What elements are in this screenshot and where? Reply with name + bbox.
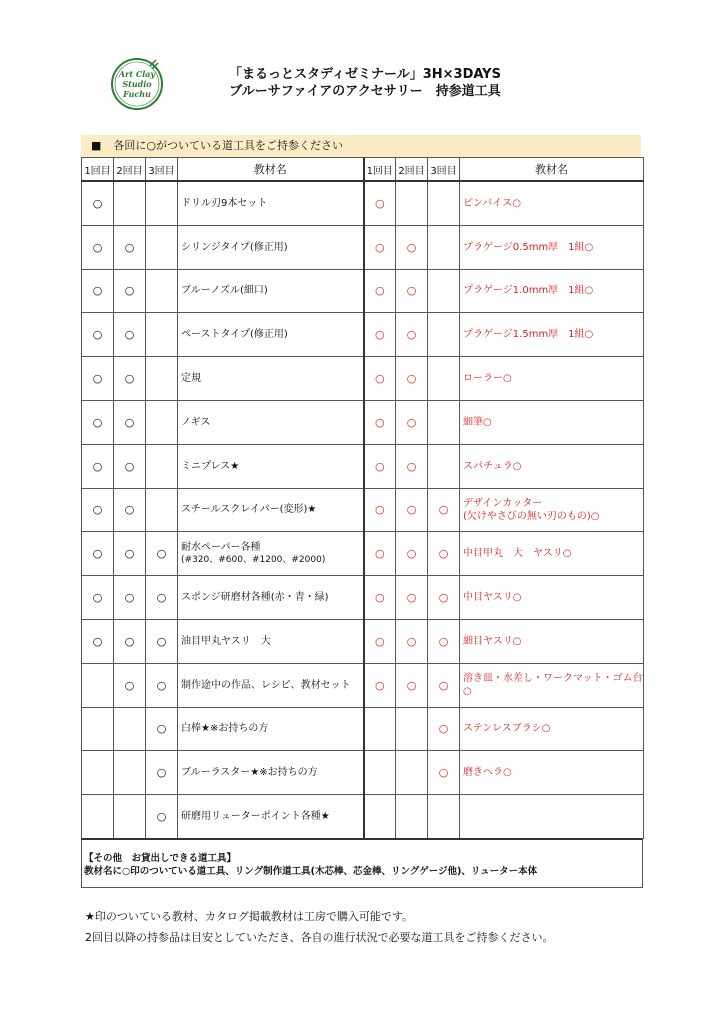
table-row	[82, 751, 644, 795]
table-row	[82, 795, 644, 839]
left-session-3-mark	[146, 400, 178, 444]
right-session-3-mark	[428, 269, 460, 313]
left-material-name	[178, 357, 364, 401]
left-session-1-mark: ○	[82, 444, 114, 488]
left-session-3-mark	[146, 225, 178, 269]
loan-tools-heading: 【その他 お貸出しできる道工具】	[84, 853, 237, 864]
logo-line2: Studio	[122, 79, 152, 89]
footer-notes	[85, 906, 554, 948]
right-material-name: プラゲージ1.0mm厚 1組○	[460, 269, 644, 313]
left-material-label: ドリル刃9本セット	[181, 197, 268, 209]
right-session-1-mark: ○	[364, 532, 396, 576]
right-session-2-mark: ○	[396, 313, 428, 357]
right-session-1-mark: ○	[364, 181, 396, 225]
right-session-2-mark	[396, 707, 428, 751]
right-session-3-mark: ○	[428, 619, 460, 663]
left-material-name	[178, 576, 364, 620]
studio-logo	[110, 57, 164, 111]
left-session-2-mark: ○	[114, 357, 146, 401]
left-session-2-mark: ○	[114, 313, 146, 357]
left-material-name	[178, 400, 364, 444]
left-session-3-mark: ○	[146, 576, 178, 620]
right-session-1-mark: ○	[364, 488, 396, 532]
left-material-label: ミニプレス★	[181, 460, 240, 472]
right-material-name: 中目甲丸 大 ヤスリ○	[460, 532, 644, 576]
left-material-name	[178, 751, 364, 795]
right-material-name: スパチュラ○	[460, 444, 644, 488]
right-session-3-mark: ○	[428, 488, 460, 532]
left-session-3-mark: ○	[146, 663, 178, 707]
left-session-2-mark: ○	[114, 619, 146, 663]
left-material-name	[178, 269, 364, 313]
left-material-name	[178, 488, 364, 532]
right-session-1-mark: ○	[364, 269, 396, 313]
left-session-1-mark	[82, 795, 114, 839]
left-session-1-mark	[82, 751, 114, 795]
left-session-1-mark	[82, 663, 114, 707]
header-session-1: 1回目	[364, 158, 396, 182]
table-row	[82, 707, 644, 751]
loan-tools-text: 教材名に○印のついている道工具、リング制作道工具(木芯棒、芯金棒、リングゲージ他)、リューター本体	[84, 866, 538, 877]
right-session-2-mark	[396, 751, 428, 795]
table-row	[82, 357, 644, 401]
left-material-label: スポンジ研磨材各種(赤・青・緑)	[181, 592, 329, 604]
right-session-2-mark: ○	[396, 619, 428, 663]
left-session-1-mark: ○	[82, 488, 114, 532]
right-session-1-mark: ○	[364, 576, 396, 620]
right-session-2-mark: ○	[396, 488, 428, 532]
right-session-1-mark	[364, 795, 396, 839]
left-material-label: ペーストタイプ(修正用)	[181, 329, 288, 341]
left-session-2-mark	[114, 795, 146, 839]
header-session-2: 2回目	[114, 158, 146, 182]
table-row	[82, 269, 644, 313]
left-session-1-mark: ○	[82, 532, 114, 576]
left-material-name	[178, 444, 364, 488]
right-material-name: 中目ヤスリ○	[460, 576, 644, 620]
left-session-1-mark: ○	[82, 400, 114, 444]
header-material-name: 教材名	[178, 158, 364, 182]
right-session-2-mark: ○	[396, 444, 428, 488]
right-session-2-mark: ○	[396, 400, 428, 444]
left-material-name	[178, 663, 364, 707]
right-session-3-mark: ○	[428, 707, 460, 751]
table-row	[82, 576, 644, 620]
left-session-2-mark: ○	[114, 488, 146, 532]
table-header-row	[82, 158, 644, 182]
right-material-name: プラゲージ1.5mm厚 1組○	[460, 313, 644, 357]
right-session-2-mark: ○	[396, 225, 428, 269]
page-title	[165, 66, 565, 100]
header-session-3: 3回目	[146, 158, 178, 182]
left-session-2-mark	[114, 751, 146, 795]
left-session-3-mark: ○	[146, 751, 178, 795]
loan-tools-box	[81, 838, 643, 888]
left-session-3-mark: ○	[146, 619, 178, 663]
left-session-1-mark: ○	[82, 357, 114, 401]
right-session-3-mark	[428, 181, 460, 225]
title-line1: 「まるっとスタディゼミナール」3H×3DAYS	[229, 67, 501, 82]
left-material-label: 油目甲丸ヤスリ 大	[181, 635, 271, 647]
left-session-2-mark: ○	[114, 532, 146, 576]
table-row	[82, 181, 644, 225]
right-session-1-mark	[364, 707, 396, 751]
right-material-name	[460, 795, 644, 839]
left-session-1-mark: ○	[82, 313, 114, 357]
left-material-label: ブルーラスター★※お持ちの方	[181, 767, 318, 779]
right-session-1-mark: ○	[364, 400, 396, 444]
left-material-name	[178, 795, 364, 839]
right-material-name: ピンバイス○	[460, 181, 644, 225]
table-row	[82, 488, 644, 532]
left-session-3-mark	[146, 313, 178, 357]
left-session-2-mark: ○	[114, 269, 146, 313]
right-material-name: 溶き皿・水差し・ワークマット・ゴム台○	[460, 663, 644, 707]
header-session-3: 3回目	[428, 158, 460, 182]
right-session-3-mark	[428, 400, 460, 444]
header-session-2: 2回目	[396, 158, 428, 182]
right-session-2-mark: ○	[396, 663, 428, 707]
left-session-3-mark: ○	[146, 795, 178, 839]
right-material-name: ローラー○	[460, 357, 644, 401]
right-session-2-mark: ○	[396, 269, 428, 313]
left-material-label: 研磨用リューターポイント各種★	[181, 811, 330, 823]
right-material-name: 磨きヘラ○	[460, 751, 644, 795]
square-bullet-icon: ■	[91, 139, 102, 152]
left-material-label: 制作途中の作品、レシピ、教材セット	[181, 679, 351, 691]
right-material-name: プラゲージ0.5mm厚 1組○	[460, 225, 644, 269]
right-session-3-mark	[428, 313, 460, 357]
left-session-2-mark: ○	[114, 576, 146, 620]
instruction-banner	[81, 135, 641, 157]
table-row	[82, 225, 644, 269]
right-session-2-mark: ○	[396, 357, 428, 401]
left-session-2-mark: ○	[114, 225, 146, 269]
left-session-3-mark: ○	[146, 532, 178, 576]
right-session-3-mark: ○	[428, 751, 460, 795]
right-session-2-mark	[396, 181, 428, 225]
right-session-2-mark: ○	[396, 576, 428, 620]
left-material-label: 耐水ペーパー各種	[181, 541, 261, 553]
right-session-3-mark: ○	[428, 576, 460, 620]
right-session-1-mark: ○	[364, 444, 396, 488]
title-line2: ブルーサファイアのアクセサリー 持参道工具	[229, 84, 501, 99]
left-session-1-mark: ○	[82, 576, 114, 620]
left-material-label: ブルーノズル(細口)	[181, 285, 268, 297]
header-session-1: 1回目	[82, 158, 114, 182]
left-session-1-mark: ○	[82, 181, 114, 225]
right-session-1-mark	[364, 751, 396, 795]
left-session-3-mark	[146, 444, 178, 488]
banner-text: 各回に○がついている道工具をご持参ください	[113, 139, 344, 152]
left-session-1-mark	[82, 707, 114, 751]
left-session-3-mark	[146, 357, 178, 401]
left-session-2-mark: ○	[114, 444, 146, 488]
table-row	[82, 619, 644, 663]
left-material-name	[178, 181, 364, 225]
table-row	[82, 400, 644, 444]
right-session-3-mark	[428, 795, 460, 839]
left-session-3-mark	[146, 488, 178, 532]
left-material-label: 定規	[181, 373, 201, 385]
table-row	[82, 663, 644, 707]
right-session-3-mark: ○	[428, 532, 460, 576]
left-material-name	[178, 707, 364, 751]
left-session-1-mark: ○	[82, 225, 114, 269]
table-row	[82, 313, 644, 357]
right-session-1-mark: ○	[364, 663, 396, 707]
right-session-2-mark: ○	[396, 532, 428, 576]
left-session-2-mark: ○	[114, 663, 146, 707]
note-line-1: ★印のついている教材、カタログ掲載教材は工房で購入可能です。	[85, 910, 413, 923]
right-session-1-mark: ○	[364, 619, 396, 663]
left-session-2-mark	[114, 181, 146, 225]
left-material-name	[178, 619, 364, 663]
left-material-label: スチールスクレイパー(変形)★	[181, 504, 317, 516]
left-session-1-mark: ○	[82, 269, 114, 313]
right-session-3-mark	[428, 357, 460, 401]
left-material-label: ノギス	[181, 416, 211, 428]
note-line-2: 2回目以降の持参品は目安としていただき、各自の進行状況で必要な道工具をご持参ください。	[85, 931, 554, 944]
right-session-1-mark: ○	[364, 225, 396, 269]
left-session-3-mark	[146, 269, 178, 313]
right-material-name: 細目ヤスリ○	[460, 619, 644, 663]
left-session-2-mark: ○	[114, 400, 146, 444]
left-material-name	[178, 532, 364, 576]
right-material-name: デザインカッター (欠けやさびの無い刃のもの)○	[460, 488, 644, 532]
left-material-name	[178, 225, 364, 269]
right-session-3-mark: ○	[428, 663, 460, 707]
right-session-2-mark	[396, 795, 428, 839]
table-row	[82, 532, 644, 576]
left-session-3-mark: ○	[146, 707, 178, 751]
right-session-1-mark: ○	[364, 357, 396, 401]
right-session-1-mark: ○	[364, 313, 396, 357]
table-row	[82, 444, 644, 488]
left-material-name	[178, 313, 364, 357]
right-session-3-mark	[428, 444, 460, 488]
left-session-1-mark: ○	[82, 619, 114, 663]
right-material-name: 細筆○	[460, 400, 644, 444]
left-material-label: シリンジタイプ(修正用)	[181, 241, 288, 253]
left-session-2-mark	[114, 707, 146, 751]
right-session-3-mark	[428, 225, 460, 269]
left-session-3-mark	[146, 181, 178, 225]
logo-line3: Fuchu	[123, 89, 151, 99]
left-material-label: 白棒★※お持ちの方	[181, 723, 269, 735]
tool-table	[81, 157, 644, 839]
right-material-name: ステンレスブラシ○	[460, 707, 644, 751]
logo-line1: Art Clay	[118, 69, 156, 79]
header-material-name: 教材名	[460, 158, 644, 182]
left-material-sublabel: (#320、#600、#1200、#2000)	[181, 554, 326, 565]
